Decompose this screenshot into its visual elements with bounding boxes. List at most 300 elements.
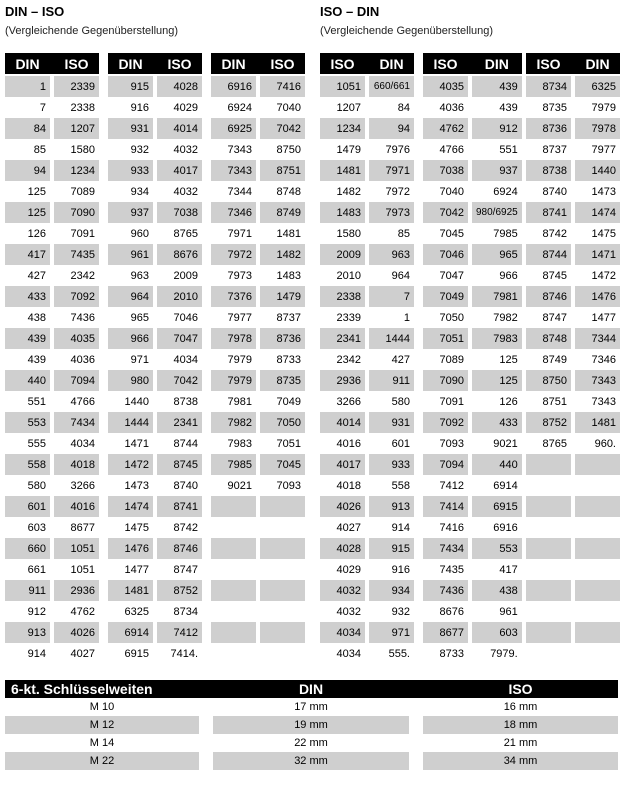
table-row — [423, 244, 522, 265]
table-row — [108, 307, 202, 328]
thread-size-cell: M 14 — [89, 737, 115, 749]
iso-din-table-3 — [526, 53, 620, 664]
table-row — [526, 328, 620, 349]
left-value-cell: 7434 — [423, 538, 468, 559]
left-value-cell: 660 — [5, 538, 50, 559]
table-row — [526, 202, 620, 223]
left-value-cell: 85 — [33, 143, 46, 156]
right-value-cell: 603 — [472, 622, 522, 643]
table-row — [108, 139, 202, 160]
left-value-cell: 1207 — [336, 101, 361, 114]
left-value-cell: 4029 — [336, 563, 361, 576]
right-value-cell: 7979 — [591, 101, 616, 114]
right-value-cell: 125 — [499, 353, 518, 366]
left-value-cell: 8765 — [542, 437, 567, 450]
column-header: DIN — [211, 53, 256, 74]
table-row — [423, 328, 522, 349]
table-row — [423, 433, 522, 454]
left-value-cell: 4032 — [336, 605, 361, 618]
table-row — [108, 496, 202, 517]
table-row — [320, 643, 414, 664]
left-value-cell: 971 — [130, 353, 149, 366]
section-iso-din-title: ISO – DIN — [320, 4, 380, 19]
table-row — [211, 622, 305, 643]
right-value-cell: 1051 — [54, 538, 99, 559]
left-value-cell: 555 — [27, 437, 46, 450]
left-value-cell: 7343 — [211, 160, 256, 181]
left-value-cell: 8749 — [542, 353, 567, 366]
left-value-cell — [211, 580, 256, 601]
right-value-cell: 1481 — [575, 412, 620, 433]
left-value-cell: 8737 — [542, 143, 567, 156]
right-value-cell: 7346 — [591, 353, 616, 366]
left-value-cell: 8748 — [526, 328, 571, 349]
right-value-cell: 84 — [397, 101, 410, 114]
left-value-cell: 551 — [27, 395, 46, 408]
left-value-cell — [526, 496, 571, 517]
right-value-cell: 1207 — [54, 118, 99, 139]
left-value-cell: 7042 — [423, 202, 468, 223]
table-row — [108, 286, 202, 307]
left-value-cell: 7436 — [423, 580, 468, 601]
table-row — [320, 76, 414, 97]
table-row — [108, 118, 202, 139]
table-row — [320, 433, 414, 454]
right-value-cell: 2339 — [54, 76, 99, 97]
table-row — [211, 118, 305, 139]
left-value-cell: 961 — [108, 244, 153, 265]
left-value-cell: 6914 — [108, 622, 153, 643]
right-value-cell: 1473 — [591, 185, 616, 198]
left-value-cell: 7046 — [423, 244, 468, 265]
right-value-cell — [575, 496, 620, 517]
left-value-cell: 963 — [130, 269, 149, 282]
left-value-cell: 8747 — [542, 311, 567, 324]
right-value-cell: 1479 — [260, 286, 305, 307]
left-value-cell: 8733 — [439, 647, 464, 660]
left-value-cell: 553 — [5, 412, 50, 433]
right-value-cell: 6924 — [493, 185, 518, 198]
left-value-cell: 8746 — [526, 286, 571, 307]
table-row — [211, 538, 305, 559]
left-value-cell: 84 — [5, 118, 50, 139]
right-value-cell: 8741 — [157, 496, 202, 517]
right-value-cell: 6325 — [575, 76, 620, 97]
right-value-cell: 7985 — [493, 227, 518, 240]
right-value-cell: 1474 — [575, 202, 620, 223]
left-value-cell: 7094 — [423, 454, 468, 475]
wrench-header-iso: ISO — [423, 680, 618, 698]
table-row — [5, 370, 99, 391]
table-row — [423, 643, 522, 664]
right-value-cell: 8738 — [173, 395, 198, 408]
right-value-cell: 126 — [499, 395, 518, 408]
right-value-cell — [260, 538, 305, 559]
left-value-cell: 1 — [5, 76, 50, 97]
right-value-cell — [260, 517, 305, 538]
table-row — [108, 328, 202, 349]
left-value-cell: 4027 — [336, 521, 361, 534]
left-value-cell: 916 — [130, 101, 149, 114]
right-value-cell: 2936 — [54, 580, 99, 601]
table-row — [526, 244, 620, 265]
table-row — [211, 286, 305, 307]
right-value-cell: 7414. — [170, 647, 198, 660]
iso-din-table-1 — [320, 53, 414, 664]
right-value-cell: 931 — [369, 412, 414, 433]
left-value-cell: 4016 — [336, 437, 361, 450]
table-row — [423, 454, 522, 475]
table-row — [423, 118, 522, 139]
table-row — [320, 118, 414, 139]
table-row — [320, 370, 414, 391]
table-row — [423, 475, 522, 496]
din-width-cell: 22 mm — [294, 737, 328, 749]
right-value-cell: 438 — [472, 580, 522, 601]
right-value-cell: 555. — [388, 647, 410, 660]
left-value-cell: 558 — [5, 454, 50, 475]
table-row — [423, 496, 522, 517]
table-row — [108, 265, 202, 286]
table-row — [423, 307, 522, 328]
table-row — [211, 307, 305, 328]
left-value-cell: 7 — [39, 101, 46, 114]
left-value-cell: 7049 — [423, 286, 468, 307]
left-value-cell — [211, 496, 256, 517]
left-value-cell: 4028 — [320, 538, 365, 559]
table-row — [320, 496, 414, 517]
column-header: ISO — [320, 53, 365, 74]
left-value-cell: 439 — [5, 328, 50, 349]
right-value-cell — [575, 580, 620, 601]
table-row — [526, 433, 620, 454]
left-value-cell: 1472 — [108, 454, 153, 475]
table-row — [5, 622, 99, 643]
right-value-cell: 8733 — [276, 353, 301, 366]
left-value-cell: 964 — [108, 286, 153, 307]
left-value-cell: 7344 — [227, 185, 252, 198]
left-value-cell: 8742 — [542, 227, 567, 240]
left-value-cell: 4034 — [320, 622, 365, 643]
table-row — [526, 181, 620, 202]
left-value-cell: 7412 — [439, 479, 464, 492]
right-value-cell: 4017 — [157, 160, 202, 181]
din-width-cell: 32 mm — [213, 752, 409, 770]
left-value-cell: 4036 — [439, 101, 464, 114]
table-row — [211, 139, 305, 160]
left-value-cell: 7092 — [423, 412, 468, 433]
iso-width-cell: 18 mm — [423, 716, 618, 734]
table-row — [526, 454, 620, 475]
left-value-cell: 8738 — [526, 160, 571, 181]
left-value-cell: 7089 — [439, 353, 464, 366]
left-value-cell: 1479 — [336, 143, 361, 156]
left-value-cell: 7343 — [227, 143, 252, 156]
table-row — [108, 559, 202, 580]
right-value-cell: 915 — [369, 538, 414, 559]
right-value-cell: 8747 — [173, 563, 198, 576]
table-row — [211, 454, 305, 475]
right-value-cell: 8765 — [173, 227, 198, 240]
table-row — [423, 202, 522, 223]
table-row — [108, 517, 202, 538]
left-value-cell: 7972 — [211, 244, 256, 265]
left-value-cell: 960 — [130, 227, 149, 240]
right-value-cell: 9021 — [493, 437, 518, 450]
right-value-cell: 6915 — [472, 496, 522, 517]
right-value-cell — [575, 475, 620, 496]
right-value-cell: 913 — [369, 496, 414, 517]
left-value-cell: 2338 — [320, 286, 365, 307]
left-value-cell: 932 — [130, 143, 149, 156]
left-value-cell: 1234 — [320, 118, 365, 139]
right-value-cell: 7093 — [276, 479, 301, 492]
left-value-cell: 1444 — [108, 412, 153, 433]
table-row — [5, 76, 99, 97]
right-value-cell: 2338 — [70, 101, 95, 114]
din-width-cell: 17 mm — [294, 701, 328, 713]
left-value-cell: 433 — [5, 286, 50, 307]
table-row — [320, 454, 414, 475]
table-row — [108, 391, 202, 412]
column-header: ISO — [157, 53, 202, 74]
right-value-cell: 7049 — [276, 395, 301, 408]
right-value-cell: 7977 — [591, 143, 616, 156]
table-row — [526, 622, 620, 643]
right-value-cell: 8750 — [276, 143, 301, 156]
left-value-cell: 1483 — [320, 202, 365, 223]
table-row — [526, 76, 620, 97]
left-value-cell: 126 — [27, 227, 46, 240]
left-value-cell: 7981 — [227, 395, 252, 408]
right-value-cell: 7042 — [157, 370, 202, 391]
table-row — [320, 286, 414, 307]
left-value-cell: 7045 — [439, 227, 464, 240]
right-value-cell: 6916 — [493, 521, 518, 534]
right-value-cell: 4034 — [173, 353, 198, 366]
left-value-cell: 7051 — [423, 328, 468, 349]
column-header: DIN — [5, 53, 50, 74]
table-row — [423, 160, 522, 181]
right-value-cell: 4762 — [70, 605, 95, 618]
table-row — [108, 454, 202, 475]
right-value-cell: 8736 — [260, 328, 305, 349]
table-row — [108, 181, 202, 202]
table-row — [423, 580, 522, 601]
left-value-cell: 7376 — [211, 286, 256, 307]
table-row — [5, 244, 99, 265]
left-value-cell: 7050 — [439, 311, 464, 324]
right-value-cell: 7343 — [575, 370, 620, 391]
table-row — [526, 643, 620, 664]
right-value-cell — [575, 517, 620, 538]
right-value-cell: 7982 — [493, 311, 518, 324]
left-value-cell — [526, 538, 571, 559]
left-value-cell — [211, 517, 256, 538]
table-row — [526, 412, 620, 433]
left-value-cell: 6924 — [227, 101, 252, 114]
table-row — [423, 391, 522, 412]
table-row — [320, 580, 414, 601]
column-header: DIN — [108, 53, 153, 74]
right-value-cell: 3266 — [70, 479, 95, 492]
left-value-cell — [526, 454, 571, 475]
right-value-cell: 912 — [472, 118, 522, 139]
table-row — [108, 76, 202, 97]
right-value-cell — [260, 601, 305, 622]
left-value-cell: 4014 — [320, 412, 365, 433]
right-value-cell: 439 — [472, 76, 522, 97]
table-row — [108, 433, 202, 454]
right-value-cell: 7416 — [260, 76, 305, 97]
table-row — [320, 475, 414, 496]
wrench-header-label: 6-kt. Schlüsselweiten — [5, 680, 199, 698]
left-value-cell: 937 — [108, 202, 153, 223]
left-value-cell: 1481 — [320, 160, 365, 181]
table-row — [423, 601, 522, 622]
right-value-cell: 4036 — [70, 353, 95, 366]
left-value-cell: 7977 — [227, 311, 252, 324]
table-row — [211, 97, 305, 118]
left-value-cell: 912 — [27, 605, 46, 618]
right-value-cell: 2341 — [157, 412, 202, 433]
din-width-cell: 19 mm — [213, 716, 409, 734]
right-value-cell: 7045 — [260, 454, 305, 475]
right-value-cell: 914 — [391, 521, 410, 534]
right-value-cell: 439 — [499, 101, 518, 114]
table-row — [211, 496, 305, 517]
left-value-cell: 1473 — [124, 479, 149, 492]
thread-size-cell: M 22 — [5, 752, 199, 770]
table-row — [320, 160, 414, 181]
table-row — [526, 97, 620, 118]
table-row — [320, 517, 414, 538]
column-header: ISO — [526, 53, 571, 74]
table-row — [5, 580, 99, 601]
right-value-cell: 933 — [369, 454, 414, 475]
right-value-cell — [575, 454, 620, 475]
left-value-cell: 7040 — [439, 185, 464, 198]
right-value-cell: 8751 — [260, 160, 305, 181]
table-row — [320, 328, 414, 349]
left-value-cell: 934 — [130, 185, 149, 198]
right-value-cell: 125 — [472, 370, 522, 391]
right-value-cell: 4028 — [157, 76, 202, 97]
right-value-cell: 2010 — [157, 286, 202, 307]
right-value-cell: 8742 — [173, 521, 198, 534]
table-row — [108, 622, 202, 643]
right-value-cell: 4016 — [54, 496, 99, 517]
left-value-cell: 125 — [5, 202, 50, 223]
table-row — [5, 433, 99, 454]
right-value-cell: 1444 — [369, 328, 414, 349]
table-row — [526, 286, 620, 307]
table-row — [211, 244, 305, 265]
right-value-cell: 1472 — [591, 269, 616, 282]
table-row — [211, 76, 305, 97]
left-value-cell: 1476 — [108, 538, 153, 559]
table-row — [320, 349, 414, 370]
table-row — [320, 559, 414, 580]
left-value-cell: 2010 — [336, 269, 361, 282]
table-row — [320, 307, 414, 328]
left-value-cell: 7414 — [423, 496, 468, 517]
left-value-cell: 7093 — [439, 437, 464, 450]
right-value-cell: 7434 — [54, 412, 99, 433]
right-value-cell: 8676 — [157, 244, 202, 265]
right-value-cell: 553 — [472, 538, 522, 559]
left-value-cell: 439 — [27, 353, 46, 366]
right-value-cell: 7412 — [157, 622, 202, 643]
left-value-cell: 6925 — [211, 118, 256, 139]
left-value-cell: 438 — [27, 311, 46, 324]
table-row — [526, 307, 620, 328]
table-row — [320, 622, 414, 643]
table-row — [423, 349, 522, 370]
left-value-cell: 601 — [5, 496, 50, 517]
wrench-header-din: DIN — [213, 680, 409, 698]
table-row — [108, 643, 202, 664]
table-row — [320, 139, 414, 160]
table-row — [320, 244, 414, 265]
table-row — [108, 370, 202, 391]
table-row — [211, 517, 305, 538]
table-row — [423, 559, 522, 580]
table-row — [526, 391, 620, 412]
table-row — [5, 139, 99, 160]
right-value-cell — [260, 580, 305, 601]
right-value-cell: 1580 — [70, 143, 95, 156]
right-value-cell: 1440 — [575, 160, 620, 181]
left-value-cell: 7416 — [439, 521, 464, 534]
table-row — [526, 265, 620, 286]
right-value-cell: 7094 — [54, 370, 99, 391]
left-value-cell: 417 — [5, 244, 50, 265]
table-row — [211, 391, 305, 412]
left-value-cell: 2342 — [336, 353, 361, 366]
left-value-cell: 966 — [108, 328, 153, 349]
table-row — [108, 349, 202, 370]
left-value-cell: 913 — [5, 622, 50, 643]
right-value-cell: 4035 — [54, 328, 99, 349]
table-row — [108, 97, 202, 118]
table-row — [423, 286, 522, 307]
right-value-cell: 8735 — [260, 370, 305, 391]
left-value-cell — [526, 601, 571, 622]
iso-din-table-2 — [423, 53, 522, 664]
table-row — [526, 601, 620, 622]
table-row — [526, 559, 620, 580]
right-value-cell: 7046 — [173, 311, 198, 324]
left-value-cell: 2339 — [336, 311, 361, 324]
table-row — [5, 181, 99, 202]
table-row — [211, 580, 305, 601]
table-row — [108, 475, 202, 496]
table-row — [526, 349, 620, 370]
right-value-cell: 1 — [403, 311, 410, 324]
right-value-cell: 911 — [369, 370, 414, 391]
table-row — [5, 643, 99, 664]
table-row — [5, 286, 99, 307]
right-value-cell: 980/6925 — [472, 202, 522, 223]
left-value-cell: 7973 — [227, 269, 252, 282]
right-value-cell: 7042 — [260, 118, 305, 139]
wrench-size-table — [5, 680, 618, 770]
left-value-cell: 7038 — [423, 160, 468, 181]
section-din-iso-title: DIN – ISO — [5, 4, 65, 19]
left-value-cell — [211, 622, 256, 643]
right-value-cell: 7978 — [575, 118, 620, 139]
